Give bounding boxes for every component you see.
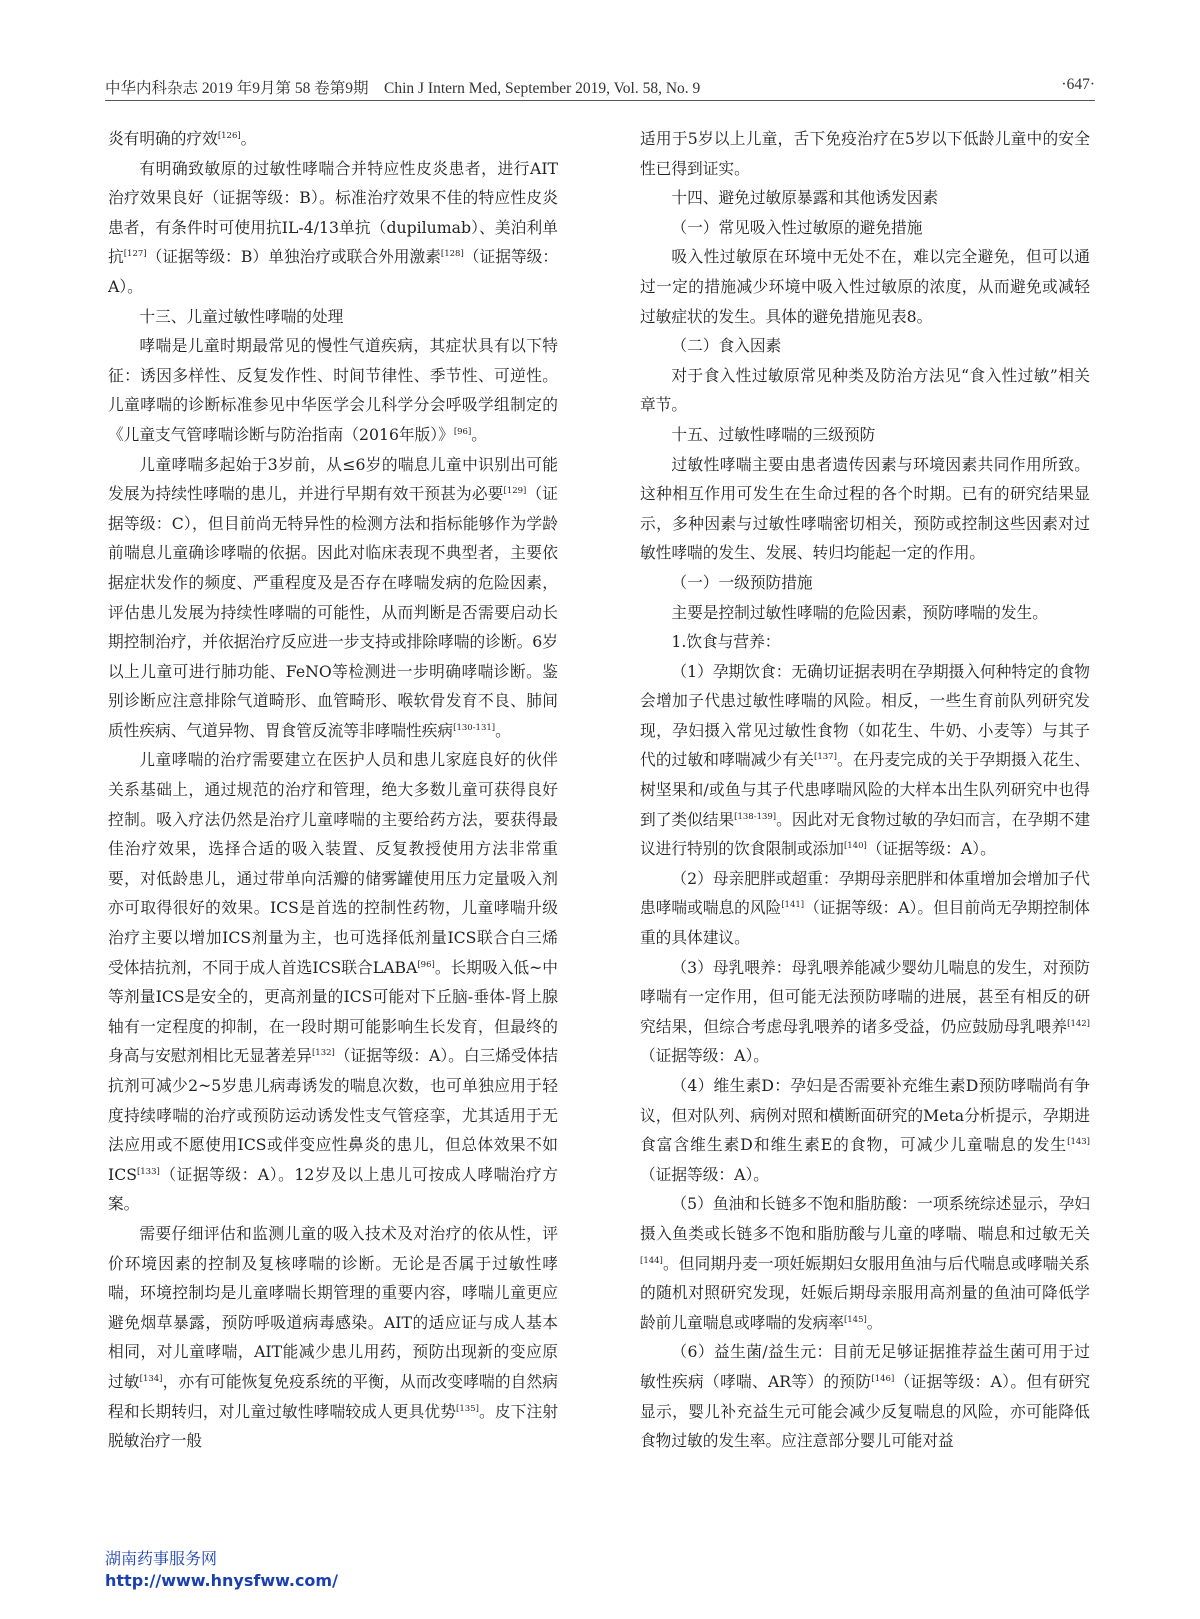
paragraph-text: 。 <box>495 720 511 740</box>
citation-ref: [132] <box>311 1048 335 1059</box>
citation-ref: [129] <box>503 485 527 496</box>
paragraph-text: 。但同期丹麦一项妊娠期妇女服用鱼油与后代喘息或哮喘关系的随机对照研究发现，妊娠后期母亲服用高剂量的鱼油可降低学龄前儿童喘息或哮喘的发病率 <box>640 1253 1090 1332</box>
paragraph-text: ，亦有可能恢复免疫系统的平衡，从而改变哮喘的自然病程和长期转归，对儿童过敏性哮喘较成人更具优势 <box>108 1371 558 1421</box>
paragraph-text: 儿童哮喘多起始于3岁前，从≤6岁的喘息儿童中识别出可能发展为持续性哮喘的患儿，并进行早期有效干预甚为必要 <box>108 454 558 504</box>
paragraph-text: 对于食入性过敏原常见种类及防治方法见“食入性过敏”相关章节。 <box>640 365 1090 415</box>
page-number: ·647· <box>1061 76 1095 93</box>
body-paragraph <box>640 657 1090 864</box>
paragraph-text: （2）母亲肥胖或超重：孕期母亲肥胖和体重增加会增加子代患哮喘或喘息的风险 <box>640 868 1090 918</box>
paragraph-text: （证据等级：C），但目前尚无特异性的检测方法和指标能够作为学龄前喘息儿童确诊哮喘的依据。因此对临床表现不典型者，主要依据症状发作的频度、严重程度及是否存在哮喘发病的危险因素，评估患儿发展为持续性哮喘的可能性，从而判断是否需要启动长期控制治疗，并依据治疗反应进一步支持或排除哮喘的诊断。6岁以上儿童可进行肺功能、FeNO等检测进一步明确哮喘诊断。鉴别诊断应注意排除气道畸形、血管畸形、喉软骨发育不良、肺间质性疾病、气道异物、胃食管反流等非哮喘性疾病 <box>108 484 558 740</box>
citation-ref: [143] <box>1067 1136 1090 1147</box>
site-url-link[interactable]: http://www.hnysfww.com/ <box>105 1571 338 1590</box>
citation-ref: [137] <box>814 752 837 763</box>
citation-ref: [140] <box>843 841 867 852</box>
citation-ref: [127] <box>123 249 147 260</box>
body-paragraph <box>640 242 1090 331</box>
paragraph-text: （3）母乳喂养：母乳喂养能减少婴幼儿喘息的发生，对预防哮喘有一定作用，但可能无法预防哮喘的进展，甚至有相反的研究结果，但综合考虑母乳喂养的诸多受益，仍应鼓励母乳喂养 <box>640 957 1090 1036</box>
paragraph-text: 十三、儿童过敏性哮喘的处理 <box>139 306 344 326</box>
paragraph-text: 儿童哮喘的治疗需要建立在医护人员和患儿家庭良好的伙伴关系基础上，通过规范的治疗和管理，绝大多数儿童可获得良好控制。吸入疗法仍然是治疗儿童哮喘的主要给药方法，要获得最佳治疗效果，选择合适的吸入装置、反复教授使用方法非常重要，对低龄患儿，通过带单向活瓣的储雾罐使用压力定量吸入剂亦可取得很好的效果。ICS是首选的控制性药物，儿童哮喘升级治疗主要以增加ICS剂量为主，也可选择低剂量ICS联合白三烯受体拮抗剂，不同于成人首选ICS联合LABA <box>108 750 558 977</box>
section-heading <box>108 302 558 332</box>
paragraph-text: （证据等级：A）。 <box>640 1046 769 1066</box>
citation-ref: [146] <box>871 1373 895 1384</box>
paragraph-text: （一）一级预防措施 <box>671 572 813 592</box>
paragraph-text: 。因此对无食物过敏的孕妇而言，在孕期不建议进行特别的饮食限制或添加 <box>640 809 1091 859</box>
section-heading <box>640 183 1090 213</box>
right-column <box>640 124 1090 1456</box>
citation-ref: [126] <box>217 130 241 141</box>
paragraph-text: （一）常见吸入性过敏原的避免措施 <box>671 217 923 237</box>
section-heading <box>640 213 1090 243</box>
body-paragraph <box>640 1337 1090 1455</box>
citation-ref: [96] <box>417 959 435 970</box>
citation-ref: [142] <box>1067 1018 1090 1029</box>
body-paragraph <box>108 745 558 1219</box>
paragraph-text: （5）鱼油和长链多不饱和脂肪酸：一项系统综述显示，孕妇摄入鱼类或长链多不饱和脂肪酸与儿童的哮喘、喘息和过敏无关 <box>640 1194 1090 1243</box>
body-paragraph <box>108 450 558 746</box>
paragraph-text: 有明确致敏原的过敏性哮喘合并特应性皮炎患者，进行AIT治疗效果良好（证据等级：B）。标准治疗效果不佳的特应性皮炎患者，有条件时可使用抗IL-4/13单抗（dupilumab）、美泊利单抗 <box>108 158 558 267</box>
paragraph-text: （证据等级：A）。但目前尚无孕期控制体重的具体建议。 <box>640 898 1090 948</box>
body-paragraph <box>108 331 558 449</box>
body-paragraph <box>640 361 1090 420</box>
paragraph-text: 适用于5岁以上儿童，舌下免疫治疗在5岁以下低龄儿童中的安全性已得到证实。 <box>640 129 1090 178</box>
body-paragraph <box>640 1071 1090 1189</box>
body-paragraph <box>108 1219 558 1456</box>
citation-ref: [135] <box>456 1403 479 1414</box>
citation-ref: [134] <box>139 1373 163 1384</box>
citation-ref: [128] <box>440 249 464 260</box>
paragraph-text: （6）益生菌/益生元：目前无足够证据推荐益生菌可用于过敏性疾病（哮喘、AR等）的预防 <box>640 1342 1090 1391</box>
journal-citation: 中华内科杂志 2019 年9月第 58 卷第9期 Chin J Intern Med, September 2019, Vol. 58, No. 9 <box>105 80 701 97</box>
header-divider <box>105 100 1095 101</box>
citation-ref: [145] <box>843 1314 867 1325</box>
paragraph-text: 。在丹麦完成的关于孕期摄入花生、树坚果和/或鱼与其子代患哮喘风险的大样本出生队列研究中也得到了类似结果 <box>640 750 1091 829</box>
paragraph-text: 十四、避免过敏原暴露和其他诱发因素 <box>671 188 939 208</box>
paragraph-text: （证据等级：A）。 <box>640 1164 769 1184</box>
body-paragraph <box>640 1189 1090 1337</box>
paragraph-text: （4）维生素D：孕妇是否需要补充维生素D预防哮喘尚有争议，但对队列、病例对照和横断面研究的Meta分析提示，孕期进食富含维生素D和维生素E的食物，可减少儿童喘息的发生 <box>640 1076 1090 1155</box>
paragraph-text: 过敏性哮喘主要由患者遗传因素与环境因素共同作用所致。这种相互作用可发生在生命过程的各个时期。已有的研究结果显示，多种因素与过敏性哮喘密切相关，预防或控制这些因素对过敏性哮喘的发生、发展、转归均能起一定的作用。 <box>640 454 1090 563</box>
citation-ref: [130-131] <box>453 722 496 733</box>
paragraph-text: 。 <box>866 1312 883 1332</box>
paragraph-text: 十五、过敏性哮喘的三级预防 <box>671 424 876 444</box>
site-name: 湖南药事服务网 <box>105 1549 218 1568</box>
paragraph-text: 。 <box>240 129 257 148</box>
paragraph-text: （证据等级：A）。 <box>108 247 559 296</box>
citation-ref: [138-139] <box>734 811 777 822</box>
paragraph-text: 1.饮食与营养： <box>671 632 781 652</box>
paragraph-text: （二）食入因素 <box>671 336 782 356</box>
section-heading <box>640 568 1090 598</box>
paragraph-text: （1）孕期饮食：无确切证据表明在孕期摄入何种特定的食物会增加子代患过敏性哮喘的风险。相反，一些生育前队列研究发现，孕妇摄入常见过敏性食物（如花生、牛奶、小麦等）与其子代的过敏和哮喘减少有关 <box>640 661 1090 770</box>
paragraph-text: 炎有明确的疗效 <box>108 129 218 148</box>
body-paragraph <box>640 864 1090 953</box>
paragraph-text: （证据等级：A）。12岁及以上患儿可按成人哮喘治疗方案。 <box>108 1164 558 1214</box>
body-paragraph <box>108 124 558 154</box>
citation-ref: [96] <box>453 426 472 437</box>
paragraph-text: 需要仔细评估和监测儿童的吸入技术及对治疗的依从性，评价环境因素的控制及复核哮喘的诊断。无论是否属于过敏性哮喘，环境控制均是儿童哮喘长期管理的重要内容，哮喘儿童更应避免烟草暴露，预防呼吸道病毒感染。AIT的适应证与成人基本相同，对儿童哮喘，AIT能减少患儿用药，预防出现新的变应原过敏 <box>108 1223 558 1391</box>
paragraph-text: 主要是控制过敏性哮喘的危险因素，预防哮喘的发生。 <box>671 602 1048 622</box>
citation-ref: [133] <box>136 1166 160 1177</box>
citation-ref: [141] <box>781 900 805 911</box>
body-paragraph <box>640 598 1090 628</box>
paragraph-text: （证据等级：B）单独治疗或联合外用激素 <box>146 247 441 267</box>
citation-ref: [144] <box>640 1255 663 1266</box>
section-heading <box>640 420 1090 450</box>
paragraph-text: 。皮下注射脱敏治疗一般 <box>108 1401 559 1451</box>
paragraph-text: 。长期吸入低~中等剂量ICS是安全的，更高剂量的ICS可能对下丘脑-垂体-肾上腺轴有一定程度的抑制，在一段时期可能影响生长发育，但最终的身高与安慰剂相比无显著差异 <box>108 957 558 1066</box>
section-heading <box>640 627 1090 657</box>
body-paragraph <box>640 953 1090 1071</box>
paragraph-text: （证据等级：A）。 <box>866 839 996 859</box>
left-column <box>108 124 558 1456</box>
paragraph-text: （证据等级：A）。白三烯受体拮抗剂可减少2~5岁患儿病毒诱发的喘息次数，也可单独应用于轻度持续哮喘的治疗或预防运动诱发性支气管痉挛，尤其适用于无法应用或不愿使用ICS或伴变应性鼻炎的患儿，但总体效果不如ICS <box>108 1046 558 1184</box>
body-paragraph <box>640 450 1090 568</box>
section-heading <box>640 331 1090 361</box>
paragraph-text: 。 <box>471 424 487 444</box>
watermark-footer <box>105 1548 338 1592</box>
body-paragraph <box>108 154 558 302</box>
body-paragraph <box>640 124 1090 183</box>
paragraph-text: （证据等级：A）。但有研究显示，婴儿补充益生元可能会减少反复喘息的风险，亦可能降低食物过敏的发生率。应注意部分婴儿可能对益 <box>640 1371 1091 1451</box>
paragraph-text: 哮喘是儿童时期最常见的慢性气道疾病，其症状具有以下特征：诱因多样性、反复发作性、时间节律性、季节性、可逆性。儿童哮喘的诊断标准参见中华医学会儿科学分会呼吸学组制定的《儿童支气管哮喘诊断与防治指南（2016年版）》 <box>108 336 558 444</box>
paragraph-text: 吸入性过敏原在环境中无处不在，难以完全避免，但可以通过一定的措施减少环境中吸入性过敏原的浓度，从而避免或减轻过敏症状的发生。具体的避免措施见表8。 <box>640 247 1090 326</box>
